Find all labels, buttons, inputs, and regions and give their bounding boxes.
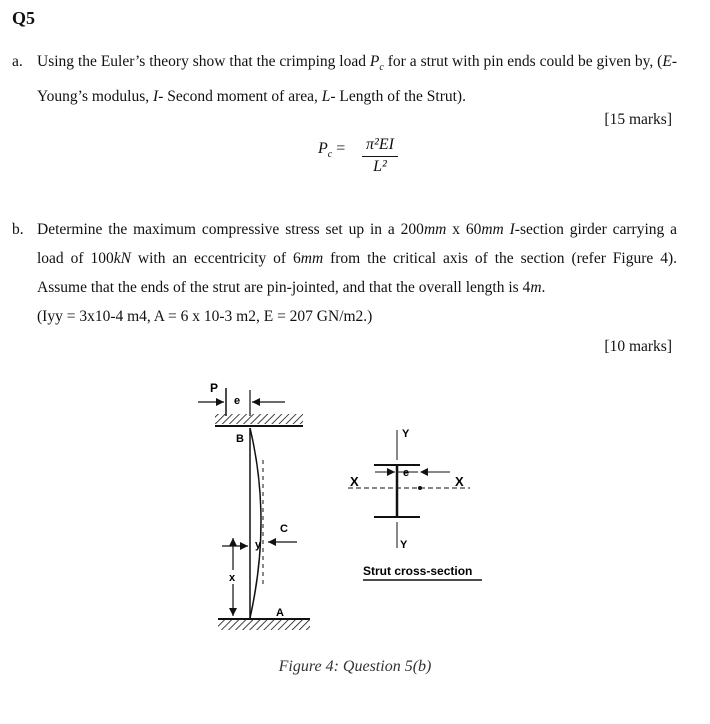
figure-4 — [0, 370, 710, 650]
part-b-label: b. — [12, 221, 24, 238]
label-x: x — [229, 572, 236, 584]
label-y: y — [255, 539, 262, 551]
label-c: C — [280, 523, 288, 535]
material-properties: (Iyy = 3x10-4 m4, A = 6 x 10-3 m2, E = 207 GN/m2.) — [37, 308, 373, 325]
top-support — [215, 414, 303, 424]
euler-formula: $P_c$ = $\frac{\text{π²EI}}{\text{L²}}$ — [318, 140, 345, 160]
label-b: B — [236, 433, 244, 445]
label-p: P — [210, 381, 219, 395]
strut-curve — [250, 428, 261, 618]
section-y-top: Y — [402, 428, 410, 440]
part-a-marks: [15 marks] — [604, 111, 672, 128]
figure-caption: Figure 4: Question 5(b) — [278, 658, 432, 675]
section-x-right: X — [455, 474, 464, 489]
section-e: e — [403, 467, 410, 479]
i-section — [348, 430, 470, 548]
label-e: e — [234, 395, 241, 407]
part-a-label: a. — [12, 53, 23, 70]
section-caption: Strut cross-section — [363, 564, 473, 578]
section-y-bottom: Y — [400, 539, 408, 551]
question-number: Q5 — [12, 8, 36, 28]
section-x-left: X — [350, 474, 359, 489]
formula-numerator: π²EI — [362, 136, 398, 157]
part-b-marks: [10 marks] — [604, 338, 672, 355]
part-b-text: b. Determine the maximum compressive stress set up in a 200mm x 60mm I-section girder carrying a load of 100kN with an eccentricity of 6mm from the critical axis of the section (refer Figure 4). Assume that the ends of the strut are pin-jointed, and that the overall length is 4m. (Iyy = 3x10-4 m4, A = 6 x 10-3 m2, E = 207 GN/m2.) — [12, 215, 677, 331]
bottom-support — [218, 620, 310, 630]
formula-denominator: L² — [373, 158, 387, 175]
label-a: A — [276, 607, 284, 619]
part-a-text: a. Using the Euler’s theory show that the crimping load $P_c$ for a strut with pin ends could be given by, (E- Young’s modulus, I- Second moment of area, L- Length of the Strut). — [12, 47, 677, 111]
